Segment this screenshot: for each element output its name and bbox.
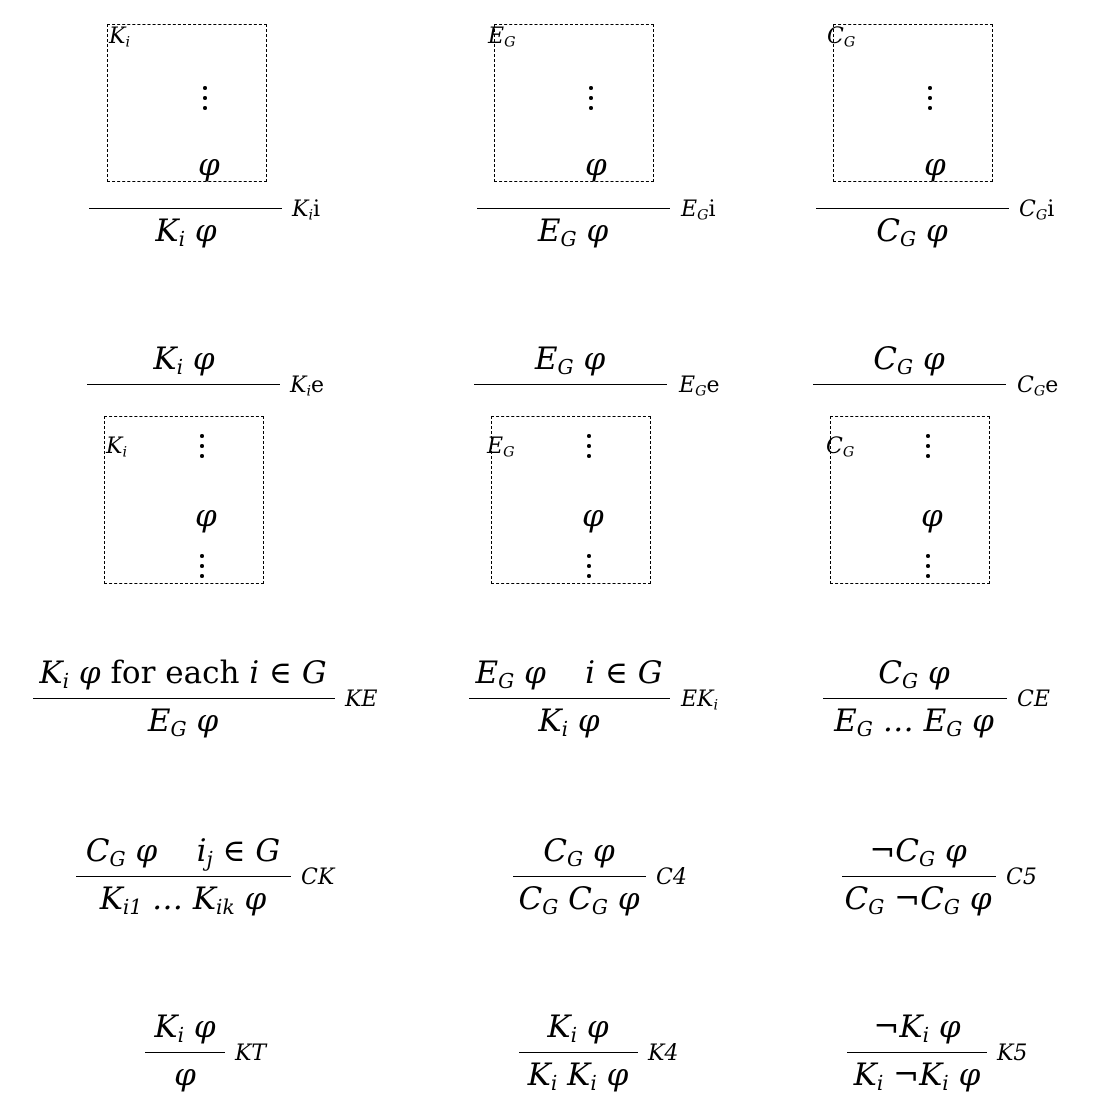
- inference-line: [474, 384, 667, 385]
- inference-line: [847, 1052, 987, 1053]
- conclusion: $C_G$ $\neg C_G$ φ: [844, 881, 992, 920]
- vdots: [588, 86, 594, 116]
- inference-line: [823, 698, 1007, 699]
- premise: $C_G$ φ: [878, 655, 950, 694]
- inference-line: [816, 208, 1009, 209]
- premise: $K_i$ φ for each i ∈ G: [39, 655, 327, 694]
- box-label-ki: $K_i$: [109, 24, 131, 51]
- conclusion: $K_i$ φ: [155, 213, 217, 252]
- conclusion: $K_i$ φ: [538, 703, 600, 742]
- box-label-cg: $C_G$: [827, 24, 856, 51]
- premise: $K_i$ φ: [547, 1009, 609, 1048]
- inference-line: [33, 698, 335, 699]
- premise: $E_G$ φ i ∈ G: [475, 655, 663, 694]
- rule-name: $C_Gi$: [1019, 197, 1055, 224]
- conclusion: $K_i$ $\neg K_i$ φ: [853, 1057, 981, 1096]
- inference-line: [519, 1052, 638, 1053]
- inference-line: [87, 384, 280, 385]
- vdots: [586, 554, 592, 584]
- rule-name: $E_Gi$: [681, 197, 716, 224]
- rule-name: C5: [1006, 865, 1037, 890]
- box-label-eg: $E_G$: [487, 434, 515, 461]
- box-cg-intro: [833, 24, 993, 182]
- vdots: [925, 434, 931, 464]
- vdots: [927, 86, 933, 116]
- premise: $\neg C_G$ φ: [869, 833, 967, 872]
- inference-line: [145, 1052, 225, 1053]
- box-label-cg: $C_G$: [826, 434, 855, 461]
- phi: φ: [195, 498, 217, 534]
- box-ki-elim: [104, 416, 264, 584]
- phi: φ: [585, 147, 607, 183]
- box-eg-intro: [494, 24, 654, 182]
- rule-name: $K_ii$: [292, 197, 321, 224]
- conclusion: $C_G$ $C_G$ φ: [518, 881, 640, 920]
- premise: $C_G$ φ: [873, 341, 945, 380]
- vdots: [586, 434, 592, 464]
- vdots: [199, 434, 205, 464]
- conclusion: $K_{i1}$ … $K_{ik}$ φ: [99, 881, 267, 920]
- rule-name: KE: [345, 687, 378, 712]
- conclusion: $K_i$ $K_i$ φ: [527, 1057, 629, 1096]
- rule-name: $K_ie$: [290, 373, 325, 400]
- vdots: [925, 554, 931, 584]
- premise: $\neg K_i$ φ: [873, 1009, 961, 1048]
- box-label-ki: $K_i$: [106, 434, 128, 461]
- conclusion: $E_G$ φ: [537, 213, 609, 252]
- premise: $E_G$ φ: [534, 341, 606, 380]
- box-eg-elim: [491, 416, 651, 584]
- conclusion: $C_G$ φ: [876, 213, 948, 252]
- premise: $C_G$ φ: [543, 833, 615, 872]
- rule-name: C4: [656, 865, 687, 890]
- premise: $K_i$ φ: [154, 1009, 216, 1048]
- conclusion: $E_G$ φ: [147, 703, 219, 742]
- rule-name: CE: [1017, 687, 1050, 712]
- inference-line: [477, 208, 670, 209]
- inference-line: [469, 698, 670, 699]
- inference-line: [513, 876, 646, 877]
- rule-name: CK: [301, 865, 335, 890]
- box-ki-intro: [107, 24, 267, 182]
- inference-line: [76, 876, 291, 877]
- rule-name: K4: [648, 1041, 679, 1066]
- rule-name: $E_Ge$: [679, 373, 720, 400]
- rule-name: KT: [235, 1041, 267, 1066]
- vdots: [199, 554, 205, 584]
- premise: $K_i$ φ: [153, 341, 215, 380]
- premise: $C_G$ φ $i_j$ ∈ G: [85, 833, 281, 872]
- inference-line: [813, 384, 1006, 385]
- phi: φ: [198, 147, 220, 183]
- rule-name: $EK_i$: [681, 687, 719, 714]
- phi: φ: [582, 498, 604, 534]
- conclusion: $E_G$ … $E_G$ φ: [834, 703, 994, 742]
- inference-line: [89, 208, 282, 209]
- rule-name: $C_Ge$: [1017, 373, 1059, 400]
- conclusion: φ: [174, 1057, 196, 1093]
- box-label-eg: $E_G$: [488, 24, 516, 51]
- phi: φ: [924, 147, 946, 183]
- inference-line: [842, 876, 996, 877]
- rule-name: K5: [997, 1041, 1028, 1066]
- vdots: [202, 86, 208, 116]
- phi: φ: [921, 498, 943, 534]
